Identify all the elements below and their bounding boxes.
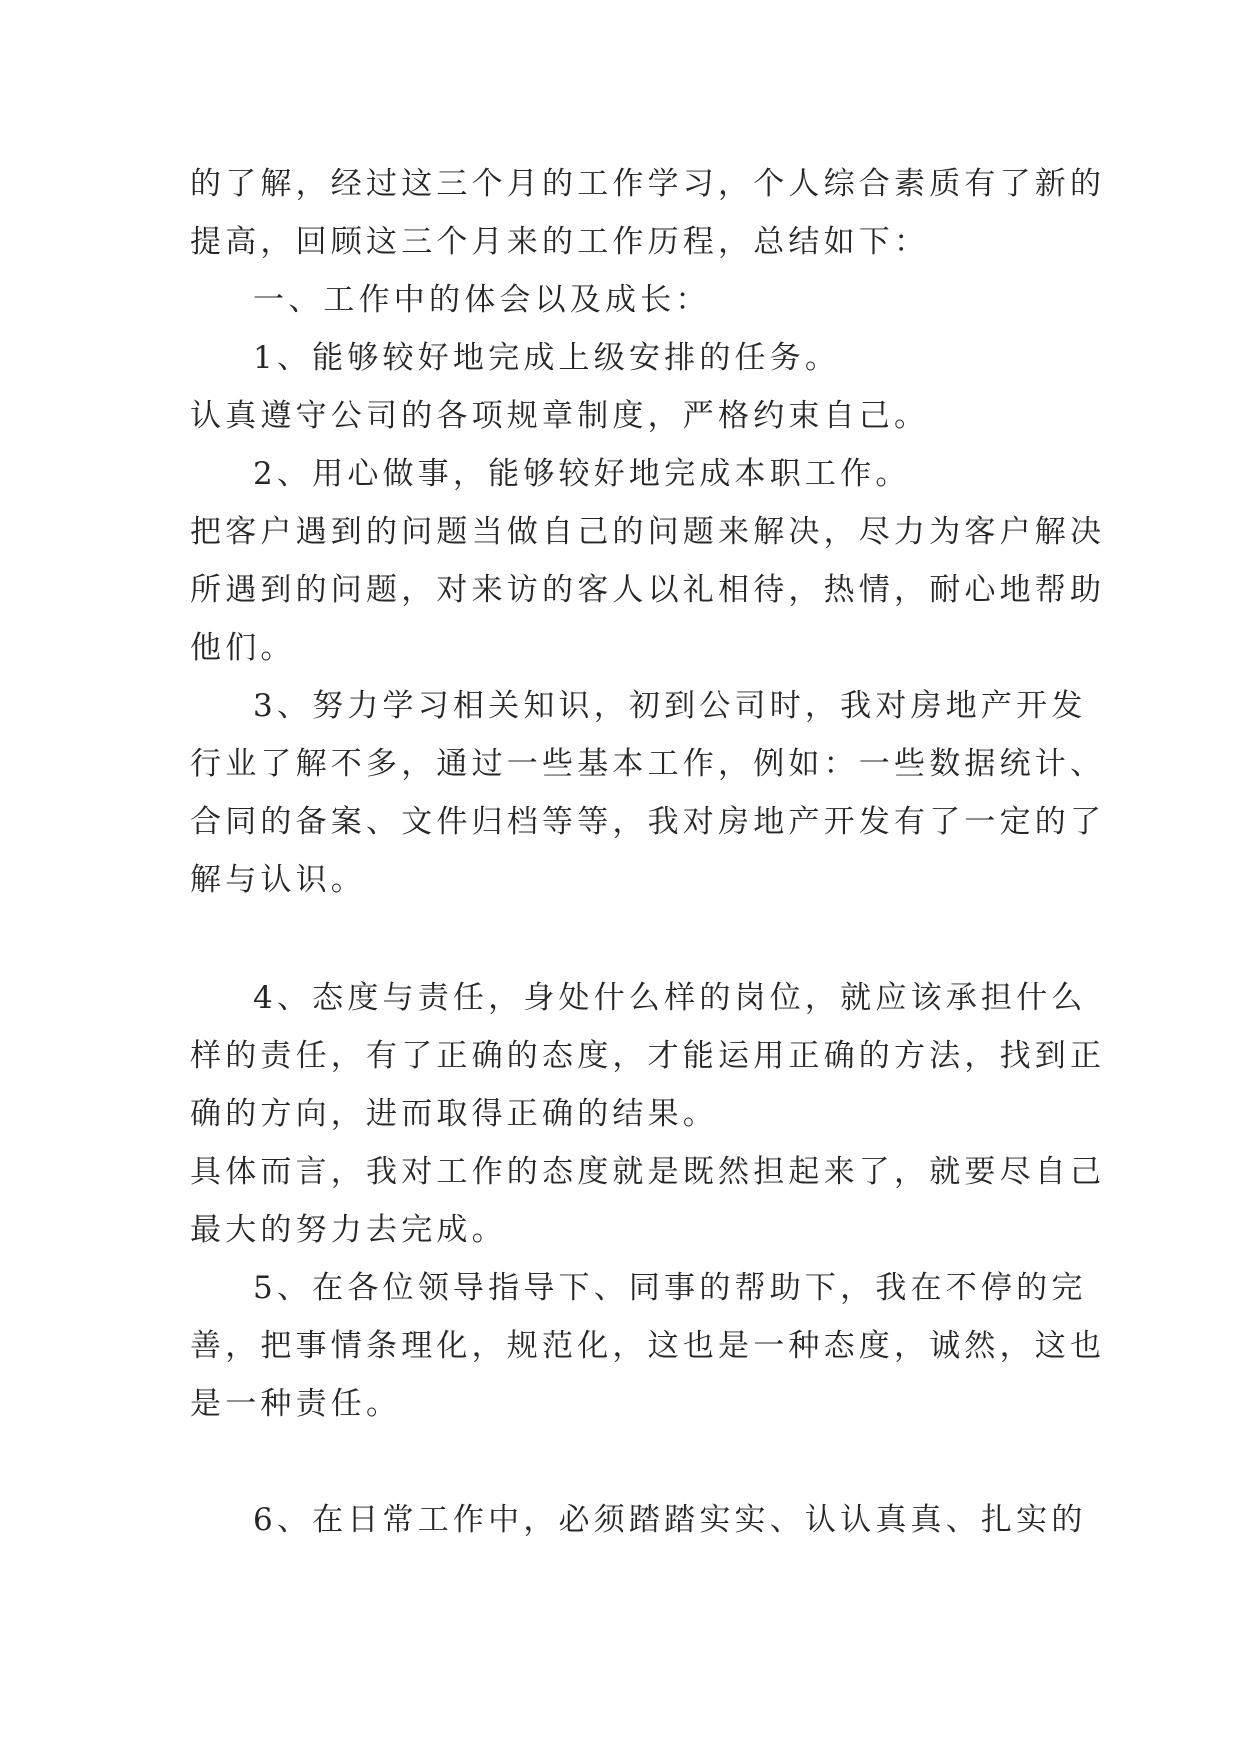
text-line: 所遇到的问题，对来访的客人以礼相待，热情，耐心地帮助 [190, 572, 1106, 608]
list-item-heading: 1、能够较好地完成上级安排的任务。 [253, 340, 841, 376]
text-line: 最大的努力去完成。 [190, 1212, 507, 1248]
text-line: 解与认识。 [190, 862, 366, 898]
text-line: 提高，回顾这三个月来的工作历程，总结如下： [190, 224, 930, 260]
text-line: 合同的备案、文件归档等等，我对房地产开发有了一定的了 [190, 804, 1106, 840]
text-line: 他们。 [190, 630, 296, 666]
text-line: 善，把事情条理化，规范化，这也是一种态度，诚然，这也 [190, 1328, 1106, 1364]
text-line: 具体而言，我对工作的态度就是既然担起来了，就要尽自己 [190, 1154, 1106, 1190]
list-item-heading: 6、在日常工作中，必须踏踏实实、认认真真、扎实的 [253, 1502, 1087, 1538]
list-item-heading: 3、努力学习相关知识，初到公司时，我对房地产开发 [253, 688, 1087, 724]
text-line: 把客户遇到的问题当做自己的问题来解决，尽力为客户解决 [190, 514, 1106, 550]
list-item-heading: 5、在各位领导指导下、同事的帮助下，我在不停的完 [253, 1270, 1087, 1306]
list-item-heading: 2、用心做事，能够较好地完成本职工作。 [253, 456, 911, 492]
text-line: 确的方向，进而取得正确的结果。 [190, 1096, 718, 1132]
text-line: 的了解，经过这三个月的工作学习，个人综合素质有了新的 [190, 166, 1106, 202]
text-line: 是一种责任。 [190, 1386, 402, 1422]
section-heading: 一、工作中的体会以及成长： [253, 282, 711, 318]
text-line: 样的责任，有了正确的态度，才能运用正确的方法，找到正 [190, 1038, 1106, 1074]
text-line: 认真遵守公司的各项规章制度，严格约束自己。 [190, 398, 930, 434]
text-line: 行业了解不多，通过一些基本工作，例如：一些数据统计、 [190, 746, 1106, 782]
list-item-heading: 4、态度与责任，身处什么样的岗位，就应该承担什么 [253, 980, 1087, 1016]
